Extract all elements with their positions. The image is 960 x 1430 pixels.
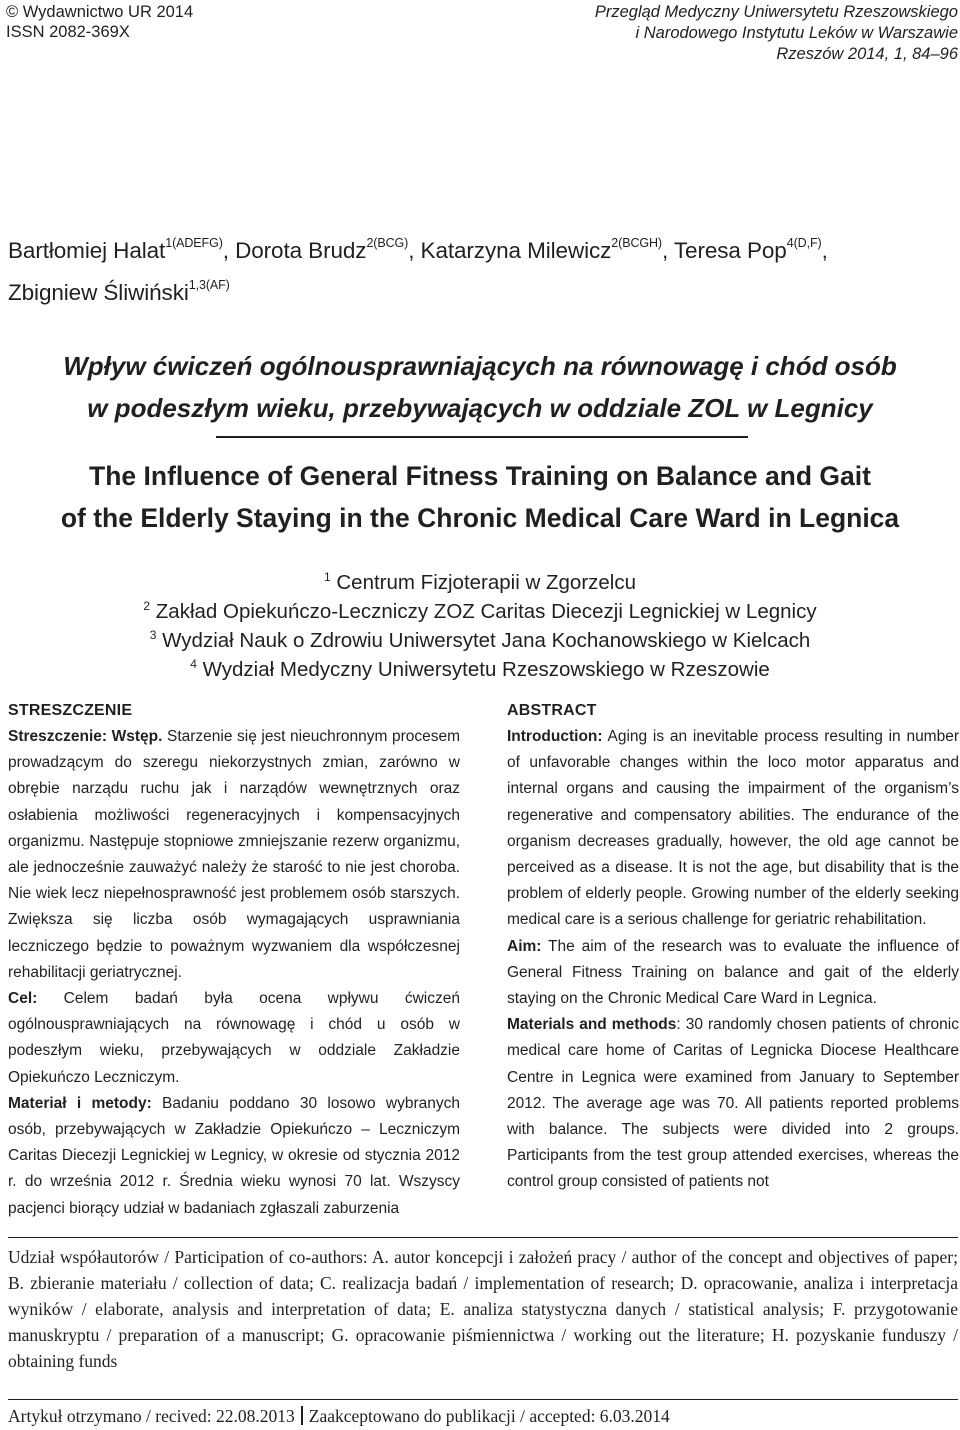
affiliation-text: Centrum Fizjoterapii w Zgorzelcu (336, 571, 636, 594)
author-name: Zbigniew Śliwiński (8, 280, 189, 305)
streszczenie-methods (8, 1091, 460, 1222)
affiliation-list (0, 568, 960, 684)
abstract-heading: ABSTRACT (507, 702, 597, 719)
methods-label: Materials and methods (507, 1016, 677, 1034)
streszczenie-intro (8, 724, 460, 986)
coauthor-contributions: Udział współautorów / Participation of co-authors: A. autor koncepcji i założeń pracy / author of the concept and objectives of paper; B. zbieranie materiału / collection of data; C. realizacja badań / implementation of research; D. opracowanie, analiza i interpretacja wyników / elaborate, analysis and interpretation of data; E. analiza statystyczna danych / statistical analysis; F. przygotowanie manuskryptu / preparation of a manuscript; G. opracowanie piśmiennictwa / working out the literature; H. pozyskanie funduszy / obtaining funds (8, 1247, 958, 1371)
title-polish-line-2: w podeszłym wieku, przebywających w oddziale ZOL w Legnicy (87, 393, 873, 423)
methods-label: Materiał i metody: (8, 1094, 152, 1112)
citation-line: Rzeszów 2014, 1, 84–96 (776, 45, 958, 63)
aim-label: Cel: (8, 990, 38, 1008)
intro-text: Starzenie się jest nieuchronnym procesem prowadzącym do szeregu niekorzystnych zmian, zarówno w obrębie narządu ruchu jak i narządów wewnętrznych oraz osłabienia możliwości regeneracyjnych i kompensacyjnych organizmu. Następuje stopniowe zmniejszanie rezerw organizmu, ale jednocześnie zauważyć należy że starość to nie jest choroba. Nie wiek lecz niepełnosprawność jest problemem osób starszych. Zwiększa się liczba osób wymagających usprawniania leczniczego będzie to poważnym wyzwaniem dla współczesnej rehabilitacji geriatrycznej. (8, 728, 460, 981)
affiliation-item (0, 655, 960, 684)
author-affiliation-mark: 2(BCGH) (611, 236, 662, 250)
author-affiliation-mark: 2(BCG) (366, 236, 409, 250)
author-name: Katarzyna Milewicz (420, 238, 612, 263)
article-dates (8, 1404, 670, 1428)
journal-name-line-2: i Narodowego Instytutu Leków w Warszawie (635, 24, 958, 42)
date-separator (301, 1406, 303, 1425)
title-polish (0, 345, 960, 429)
abstract-methods (507, 1012, 959, 1195)
author-name: Bartłomiej Halat (8, 238, 166, 263)
intro-label: Streszczenie: Wstęp. (8, 728, 163, 745)
author-affiliation-mark: 1,3(AF) (188, 278, 230, 292)
publisher-line: © Wydawnictwo UR 2014 (6, 3, 194, 21)
journal-name-line-1: Przegląd Medyczny Uniwersytetu Rzeszowskiego (594, 3, 958, 21)
affiliation-item (0, 626, 960, 655)
aim-text: Celem badań była ocena wpływu ćwiczeń ogólnousprawniających na równowagę i chód u osób w podeszłym wieku, przebywających w oddziale Zakładzie Opiekuńczo Leczniczym. (8, 990, 460, 1086)
aim-text: The aim of the research was to evaluate the influence of General Fitness Training on balance and gait of the elderly staying on the Chronic Medical Care Ward in Legnica. (507, 937, 959, 1008)
author-affiliation-mark: 4(D,F) (786, 236, 822, 250)
journal-info (595, 2, 958, 65)
title-divider (216, 436, 748, 438)
abstract-column (507, 698, 959, 1196)
affiliation-number: 4 (190, 657, 197, 671)
title-english (0, 455, 960, 539)
author-list: Bartłomiej Halat$^{1(ADEFG)}$, Dorota Brudz$^{2(BCG)}$, Katarzyna Milewicz$^{2(BCGH)}$, Teresa Pop$^{4(D,F)}$, Zbigniew Śliwiński$^{1,3(AF)}$ (8, 236, 828, 305)
methods-text: : 30 randomly chosen patients of chronic medical care home of Caritas of Legnicka Diocese Healthcare Centre in Legnica were examined from January to September 2012. The average age was 70. All patients reported problems with balance. The subjects were divided into 2 groups. Participants from the test group attended exercises, whereas the control group consisted of patients not (507, 1016, 959, 1191)
footer-divider (8, 1237, 958, 1238)
affiliation-text: Zakład Opiekuńczo-Leczniczy ZOZ Caritas Diecezji Legnickiej w Legnicy (155, 600, 817, 623)
author-name: Teresa Pop (673, 238, 787, 263)
abstract-intro (507, 724, 959, 934)
received-date: Artykuł otrzymano / recived: 22.08.2013 (8, 1406, 295, 1426)
affiliation-text: Wydział Nauk o Zdrowiu Uniwersytet Jana Kochanowskiego w Kielcach (162, 629, 811, 652)
affiliation-number: 1 (323, 570, 331, 584)
intro-text: Aging is an inevitable process resulting in number of unfavorable changes within the loco motor apparatus and internal organs and causing the impairment of the organism’s regenerative and compensatory abilities. The endurance of the organism decreases gradually, however, the old age cannot be perceived as a disease. It is not the age, but disability that is the problem of elderly people. Growing number of the elderly seeking medical care is a serious challenge for geriatric rehabilitation. (507, 728, 959, 929)
title-polish-line-1: Wpływ ćwiczeń ogólnousprawniających na równowagę i chód osób (63, 351, 897, 381)
affiliation-number: 3 (149, 628, 157, 642)
abstract-aim (507, 934, 959, 1013)
publisher-info (6, 2, 193, 42)
affiliation-text: Wydział Medyczny Uniwersytetu Rzeszowskiego w Rzeszowie (202, 658, 770, 681)
author-affiliation-mark: 1(ADEFG) (165, 236, 223, 250)
author-name: Dorota Brudz (235, 238, 367, 263)
affiliation-item (0, 568, 960, 597)
issn-line: ISSN 2082-369X (6, 23, 130, 41)
aim-label: Aim: (507, 937, 542, 955)
intro-label: Introduction: (507, 728, 603, 745)
affiliation-item (0, 597, 960, 626)
title-english-line-2: of the Elderly Staying in the Chronic Medical Care Ward in Legnica (60, 503, 900, 533)
streszczenie-column (8, 698, 460, 1222)
affiliation-number: 2 (143, 599, 151, 613)
accepted-date: Zaakceptowano do publikacji / accepted: 6.03.2014 (308, 1406, 670, 1426)
streszczenie-heading: STRESZCZENIE (8, 702, 133, 719)
streszczenie-aim (8, 986, 460, 1091)
footer-divider (8, 1399, 958, 1400)
title-english-line-1: The Influence of General Fitness Training on Balance and Gait (89, 461, 871, 491)
methods-text: Badaniu poddano 30 losowo wybranych osób, przebywających w Zakładzie Opiekuńczo – Leczniczym Caritas Diecezji Legnickiej w Legnicy, w okresie od stycznia 2012 r. do września 2012 r. Średnia wieku wynosi 70 lat. Wszyscy pacjenci biorący udział w badaniach zgłaszali zaburzenia (8, 1094, 460, 1217)
